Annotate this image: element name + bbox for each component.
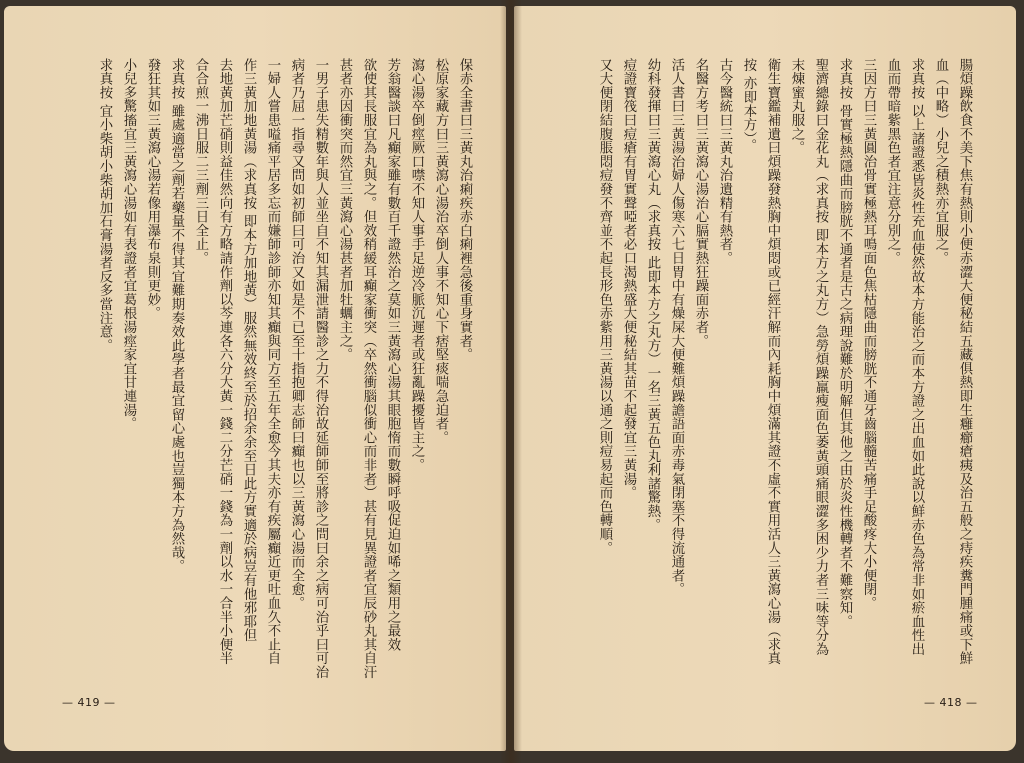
text-column: 小兒多驚搐宜三黃瀉心湯如有表證者宜葛根湯痙家宜甘連湯。 <box>121 58 136 431</box>
text-column: 甚者亦因衝突而然宜三黃瀉心湯甚者加牡蠣主之。 <box>337 58 352 362</box>
text-column: 幼科發揮曰三黃瀉心丸（求真按 此即本方之丸方）一名三黃五色丸利諸驚熱。 <box>645 58 660 532</box>
text-column: 三因方曰三黃圓治骨實極熱耳鳴面色焦枯隱曲而膀胱不通牙齒腦髓苦痛手足酸疼大小便閉。 <box>861 58 876 610</box>
text-column: 病者乃屈一指尋又問如初師曰可治又如是不已至十指抱卿志師曰癲也以三黃瀉心湯而全愈。 <box>289 58 304 610</box>
text-column: 一婦人嘗患嗌痛平居多忘而嫌師診師亦知其癲與同方至五年全愈今其夫亦有疾屬癲近更吐血久不止自 <box>265 58 280 666</box>
text-column: 欲使其長服宜為丸與之。但效稍緩耳癲家衝突（卒然衝腦似衝心而非者）甚有見異證者宜辰砂丸其自汗 <box>361 58 376 679</box>
text-column: 衛生寶鑑補遺曰煩躁發熱胸中煩悶或已經汗解而內耗胸中煩滿其證不虛不實用活人三黃瀉心湯（求真 <box>765 58 780 666</box>
left-page <box>4 6 506 751</box>
text-column: 末煉蜜丸服之。 <box>789 58 804 155</box>
text-column: 合合煎一沸日服二三劑三日全止。 <box>193 58 208 265</box>
text-column: 血（中略）小兒之積熱亦宜服之。 <box>933 58 948 265</box>
text-column: 瀉心湯卒倒痙厥口噤不知人事手足逆冷脈沉遲者或狂亂躁擾皆主之。 <box>409 58 424 472</box>
right-page <box>514 6 1016 751</box>
text-column: 又大便閉結腹脹悶痘發不齊並不起長形色赤紫用三黃湯以通之則痘易起而色轉順。 <box>597 58 612 555</box>
text-column: 按 亦即本方）。 <box>741 58 756 153</box>
book-gutter <box>500 0 522 763</box>
text-column: 保赤全書曰三黃丸治痢疾赤白痢裡急後重身實者。 <box>457 58 472 362</box>
text-column: 發狂其如三黃瀉心湯若像用瀑布泉則更妙。 <box>145 58 160 321</box>
text-column: 松原家藏方曰三黃瀉心湯治卒倒人事不知心下痞堅痰喘急迫者。 <box>433 58 448 445</box>
text-column: 古今醫統曰三黃丸治遺精有熱者。 <box>717 58 732 265</box>
text-column: 腸煩躁飲食不美下焦有熱則小便赤澀大便秘結五藏俱熱即生癰癤瘡痍及治五般之痔疾糞門腫痛或下鮮 <box>957 58 972 666</box>
text-column: 血而帶暗紫黑色者宜注意分別之。 <box>885 58 900 265</box>
text-column: 芳翁醫談曰凡癲家雖有數百千證然治之莫如三黃瀉心湯其眼胞惰而數瞬呼吸促迫如唏之類用之最效 <box>385 58 400 652</box>
text-column: 去地黃加芒硝則益佳然向有方略請作劑以芩連各六分大黃一錢二分芒硝一錢為一劑以水一合半小便半 <box>217 58 232 666</box>
text-column: 求真按 雖處適當之劑若藥量不得其宜難期奏效此學者最宜留心處也豈獨本方為然哉。 <box>169 58 184 574</box>
page-number: — 418 — <box>924 696 978 709</box>
text-column: 求真按 宜小柴胡小柴胡加石膏湯者反多當注意。 <box>97 58 112 353</box>
text-column: 作三黃加地黃湯（求真按 即本方加地黃）服然無效終至於招余余至日此方實適於病豈有他邪耶但 <box>241 58 256 643</box>
text-column: 一男子患失精數年與人並坐自不知其漏泄請醫診之力不得治故延師師至將診之問曰余之病可治乎曰可治 <box>313 58 328 679</box>
text-column: 痘證寶筏曰痘瘡有胃實聲啞者必口渴熱盛大便秘結其苗不起發宜三黃湯。 <box>621 58 636 500</box>
left-page-text <box>56 58 476 688</box>
page-number: — 419 — <box>62 696 116 709</box>
text-column: 活人書曰三黃湯治婦人傷寒六七日胃中有燥屎大便難煩躁譫語面赤毒氣閉塞不得流通者。 <box>669 58 684 597</box>
text-column: 名醫方考曰三黃瀉心湯治心膈實熱狂躁面赤者。 <box>693 58 708 348</box>
text-column: 求真按 骨實極熱隱曲而膀胱不通者是古之病理說難於明解但其他之由於炎性機轉者不難察知。 <box>837 58 852 629</box>
text-column: 聖濟總錄曰金花丸（求真按 即本方之丸方）急勞煩躁羸瘦面色萎黃頭痛眼澀多困少力者三味等分為 <box>813 58 828 657</box>
right-page-text <box>536 58 976 688</box>
text-column: 求真按 以上諸證悉皆炎性充血使然故本方能治之而本方證之出血如此說以鮮赤色為常非如瘀血性出 <box>909 58 924 657</box>
